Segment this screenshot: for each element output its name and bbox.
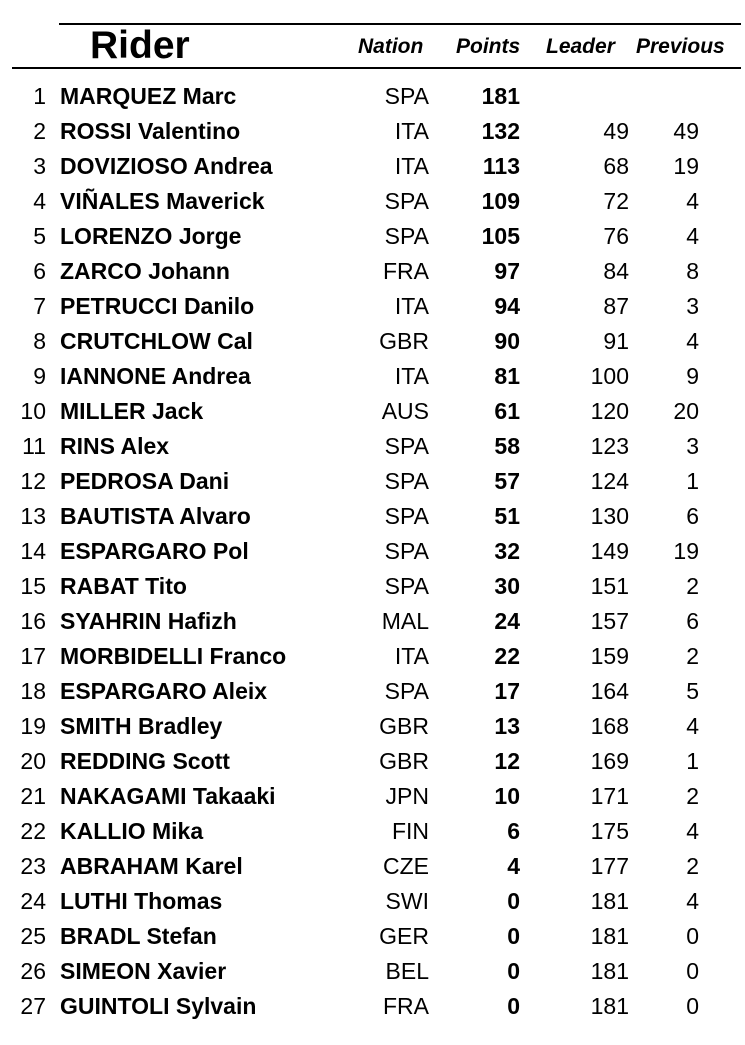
- leader-gap-cell: 181: [590, 958, 629, 984]
- previous-gap-cell: 19: [673, 153, 699, 179]
- position-cell: 10: [20, 398, 46, 424]
- table-row: [0, 674, 745, 709]
- points-cell: 105: [481, 223, 520, 249]
- points-cell: 0: [507, 888, 520, 914]
- nation-cell: FRA: [383, 993, 429, 1019]
- nation-cell: SPA: [384, 503, 429, 529]
- rider-name-cell: LUTHI Thomas: [60, 888, 223, 914]
- position-cell: 14: [20, 538, 46, 564]
- nation-cell: BEL: [385, 958, 429, 984]
- points-cell: 22: [494, 643, 520, 669]
- points-cell: 32: [494, 538, 520, 564]
- nation-cell: SPA: [384, 538, 429, 564]
- position-cell: 25: [20, 923, 46, 949]
- position-cell: 1: [33, 83, 46, 109]
- table-row: [0, 79, 745, 114]
- rider-name-cell: LORENZO Jorge: [60, 223, 242, 249]
- position-cell: 27: [20, 993, 46, 1019]
- points-cell: 81: [494, 363, 520, 389]
- table-row: [0, 114, 745, 149]
- previous-gap-cell: 5: [686, 678, 699, 704]
- table-row: [0, 324, 745, 359]
- position-cell: 19: [20, 713, 46, 739]
- table-row: [0, 884, 745, 919]
- points-cell: 24: [494, 608, 520, 634]
- table-row: [0, 149, 745, 184]
- previous-gap-cell: 9: [686, 363, 699, 389]
- previous-gap-cell: 4: [686, 818, 699, 844]
- position-cell: 18: [20, 678, 46, 704]
- leader-gap-cell: 181: [590, 923, 629, 949]
- leader-gap-cell: 164: [590, 678, 629, 704]
- leader-gap-cell: 84: [603, 258, 629, 284]
- previous-gap-cell: 2: [686, 853, 699, 879]
- leader-gap-cell: 177: [590, 853, 629, 879]
- points-cell: 17: [494, 678, 520, 704]
- points-cell: 109: [481, 188, 520, 214]
- points-cell: 13: [494, 713, 520, 739]
- leader-gap-cell: 76: [603, 223, 629, 249]
- rider-name-cell: VIÑALES Maverick: [60, 188, 265, 214]
- leader-gap-cell: 181: [590, 888, 629, 914]
- rider-name-cell: BAUTISTA Alvaro: [60, 503, 251, 529]
- header-rider: Rider: [90, 24, 190, 67]
- nation-cell: ITA: [394, 118, 429, 144]
- rider-name-cell: NAKAGAMI Takaaki: [60, 783, 276, 809]
- rider-name-cell: RINS Alex: [60, 433, 170, 459]
- leader-gap-cell: 100: [590, 363, 629, 389]
- rider-name-cell: MILLER Jack: [60, 398, 204, 424]
- previous-gap-cell: 8: [686, 258, 699, 284]
- rider-name-cell: DOVIZIOSO Andrea: [60, 153, 273, 179]
- nation-cell: SPA: [384, 573, 429, 599]
- nation-cell: GBR: [379, 328, 429, 354]
- points-cell: 57: [494, 468, 520, 494]
- leader-gap-cell: 175: [590, 818, 629, 844]
- rider-name-cell: REDDING Scott: [60, 748, 230, 774]
- nation-cell: FIN: [391, 818, 429, 844]
- leader-gap-cell: 168: [590, 713, 629, 739]
- position-cell: 8: [33, 328, 46, 354]
- header-points: Points: [456, 35, 521, 58]
- previous-gap-cell: 2: [686, 573, 699, 599]
- nation-cell: ITA: [394, 153, 429, 179]
- nation-cell: ITA: [394, 293, 429, 319]
- table-row: [0, 534, 745, 569]
- position-cell: 3: [33, 153, 46, 179]
- standings-table: [0, 79, 745, 1024]
- leader-gap-cell: 123: [590, 433, 629, 459]
- position-cell: 20: [20, 748, 46, 774]
- nation-cell: CZE: [383, 853, 429, 879]
- leader-gap-cell: 68: [603, 153, 629, 179]
- rider-name-cell: PETRUCCI Danilo: [60, 293, 255, 319]
- previous-gap-cell: 49: [673, 118, 699, 144]
- previous-gap-cell: 0: [686, 923, 699, 949]
- previous-gap-cell: 19: [673, 538, 699, 564]
- table-row: [0, 954, 745, 989]
- position-cell: 16: [20, 608, 46, 634]
- position-cell: 5: [33, 223, 46, 249]
- previous-gap-cell: 4: [686, 223, 699, 249]
- points-cell: 30: [494, 573, 520, 599]
- leader-gap-cell: 91: [603, 328, 629, 354]
- table-row: [0, 359, 745, 394]
- previous-gap-cell: 3: [686, 293, 699, 319]
- rider-name-cell: SYAHRIN Hafizh: [60, 608, 237, 634]
- rider-name-cell: ESPARGARO Aleix: [60, 678, 268, 704]
- leader-gap-cell: 130: [590, 503, 629, 529]
- standings-header: [0, 0, 745, 70]
- rider-name-cell: SIMEON Xavier: [60, 958, 227, 984]
- position-cell: 11: [22, 433, 46, 459]
- rider-name-cell: CRUTCHLOW Cal: [60, 328, 253, 354]
- leader-gap-cell: 49: [603, 118, 629, 144]
- nation-cell: SWI: [385, 888, 429, 914]
- rider-name-cell: IANNONE Andrea: [60, 363, 251, 389]
- points-cell: 97: [494, 258, 520, 284]
- points-cell: 61: [494, 398, 520, 424]
- rider-name-cell: ZARCO Johann: [60, 258, 230, 284]
- points-cell: 12: [494, 748, 520, 774]
- nation-cell: AUS: [381, 398, 429, 424]
- leader-gap-cell: 151: [590, 573, 629, 599]
- points-cell: 94: [494, 293, 520, 319]
- previous-gap-cell: 1: [686, 748, 699, 774]
- nation-cell: SPA: [384, 678, 429, 704]
- previous-gap-cell: 3: [686, 433, 699, 459]
- previous-gap-cell: 20: [673, 398, 699, 424]
- leader-gap-cell: 72: [603, 188, 629, 214]
- points-cell: 6: [507, 818, 520, 844]
- previous-gap-cell: 2: [686, 783, 699, 809]
- position-cell: 12: [20, 468, 46, 494]
- table-row: [0, 184, 745, 219]
- previous-gap-cell: 0: [686, 993, 699, 1019]
- leader-gap-cell: 157: [590, 608, 629, 634]
- table-row: [0, 429, 745, 464]
- points-cell: 0: [507, 958, 520, 984]
- previous-gap-cell: 2: [686, 643, 699, 669]
- table-row: [0, 779, 745, 814]
- points-cell: 10: [494, 783, 520, 809]
- position-cell: 4: [33, 188, 46, 214]
- table-row: [0, 849, 745, 884]
- position-cell: 24: [20, 888, 46, 914]
- leader-gap-cell: 159: [590, 643, 629, 669]
- nation-cell: GBR: [379, 748, 429, 774]
- rider-name-cell: ABRAHAM Karel: [60, 853, 243, 879]
- nation-cell: FRA: [383, 258, 429, 284]
- rider-name-cell: GUINTOLI Sylvain: [60, 993, 257, 1019]
- previous-gap-cell: 1: [686, 468, 699, 494]
- previous-gap-cell: 4: [686, 328, 699, 354]
- points-cell: 51: [494, 503, 520, 529]
- position-cell: 21: [20, 783, 46, 809]
- table-row: [0, 814, 745, 849]
- header-leader: Leader: [546, 35, 615, 58]
- leader-gap-cell: 124: [590, 468, 629, 494]
- table-row: [0, 709, 745, 744]
- leader-gap-cell: 169: [590, 748, 629, 774]
- table-row: [0, 464, 745, 499]
- rider-name-cell: BRADL Stefan: [60, 923, 217, 949]
- nation-cell: SPA: [384, 188, 429, 214]
- nation-cell: ITA: [394, 363, 429, 389]
- nation-cell: GER: [379, 923, 429, 949]
- table-row: [0, 254, 745, 289]
- points-cell: 181: [481, 83, 520, 109]
- position-cell: 15: [20, 573, 46, 599]
- points-cell: 0: [507, 923, 520, 949]
- previous-gap-cell: 0: [686, 958, 699, 984]
- table-row: [0, 499, 745, 534]
- previous-gap-cell: 4: [686, 713, 699, 739]
- table-row: [0, 569, 745, 604]
- nation-cell: SPA: [384, 468, 429, 494]
- leader-gap-cell: 120: [590, 398, 629, 424]
- table-row: [0, 289, 745, 324]
- points-cell: 58: [494, 433, 520, 459]
- position-cell: 17: [20, 643, 46, 669]
- previous-gap-cell: 4: [686, 888, 699, 914]
- position-cell: 22: [20, 818, 46, 844]
- leader-gap-cell: 87: [603, 293, 629, 319]
- rider-name-cell: PEDROSA Dani: [60, 468, 230, 494]
- points-cell: 4: [507, 853, 520, 879]
- header-previous: Previous: [636, 35, 725, 58]
- position-cell: 6: [33, 258, 46, 284]
- nation-cell: SPA: [384, 83, 429, 109]
- rider-name-cell: ROSSI Valentino: [60, 118, 241, 144]
- nation-cell: MAL: [381, 608, 429, 634]
- nation-cell: GBR: [379, 713, 429, 739]
- points-cell: 0: [507, 993, 520, 1019]
- table-row: [0, 394, 745, 429]
- header-bottom-rule: [12, 67, 741, 69]
- table-row: [0, 989, 745, 1024]
- table-row: [0, 604, 745, 639]
- table-row: [0, 639, 745, 674]
- previous-gap-cell: 6: [686, 503, 699, 529]
- rider-name-cell: MARQUEZ Marc: [60, 83, 237, 109]
- nation-cell: SPA: [384, 223, 429, 249]
- position-cell: 26: [20, 958, 46, 984]
- nation-cell: ITA: [394, 643, 429, 669]
- previous-gap-cell: 6: [686, 608, 699, 634]
- rider-name-cell: SMITH Bradley: [60, 713, 223, 739]
- header-nation: Nation: [358, 35, 424, 58]
- table-row: [0, 919, 745, 954]
- table-row: [0, 744, 745, 779]
- rider-name-cell: KALLIO Mika: [60, 818, 204, 844]
- nation-cell: JPN: [385, 783, 429, 809]
- position-cell: 2: [33, 118, 46, 144]
- rider-name-cell: MORBIDELLI Franco: [60, 643, 287, 669]
- position-cell: 9: [33, 363, 46, 389]
- leader-gap-cell: 149: [590, 538, 629, 564]
- points-cell: 90: [494, 328, 520, 354]
- position-cell: 7: [33, 293, 46, 319]
- position-cell: 23: [20, 853, 46, 879]
- position-cell: 13: [20, 503, 46, 529]
- rider-name-cell: ESPARGARO Pol: [60, 538, 249, 564]
- nation-cell: SPA: [384, 433, 429, 459]
- table-row: [0, 219, 745, 254]
- leader-gap-cell: 171: [590, 783, 629, 809]
- leader-gap-cell: 181: [590, 993, 629, 1019]
- previous-gap-cell: 4: [686, 188, 699, 214]
- rider-name-cell: RABAT Tito: [60, 573, 187, 599]
- points-cell: 132: [481, 118, 520, 144]
- points-cell: 113: [482, 153, 520, 179]
